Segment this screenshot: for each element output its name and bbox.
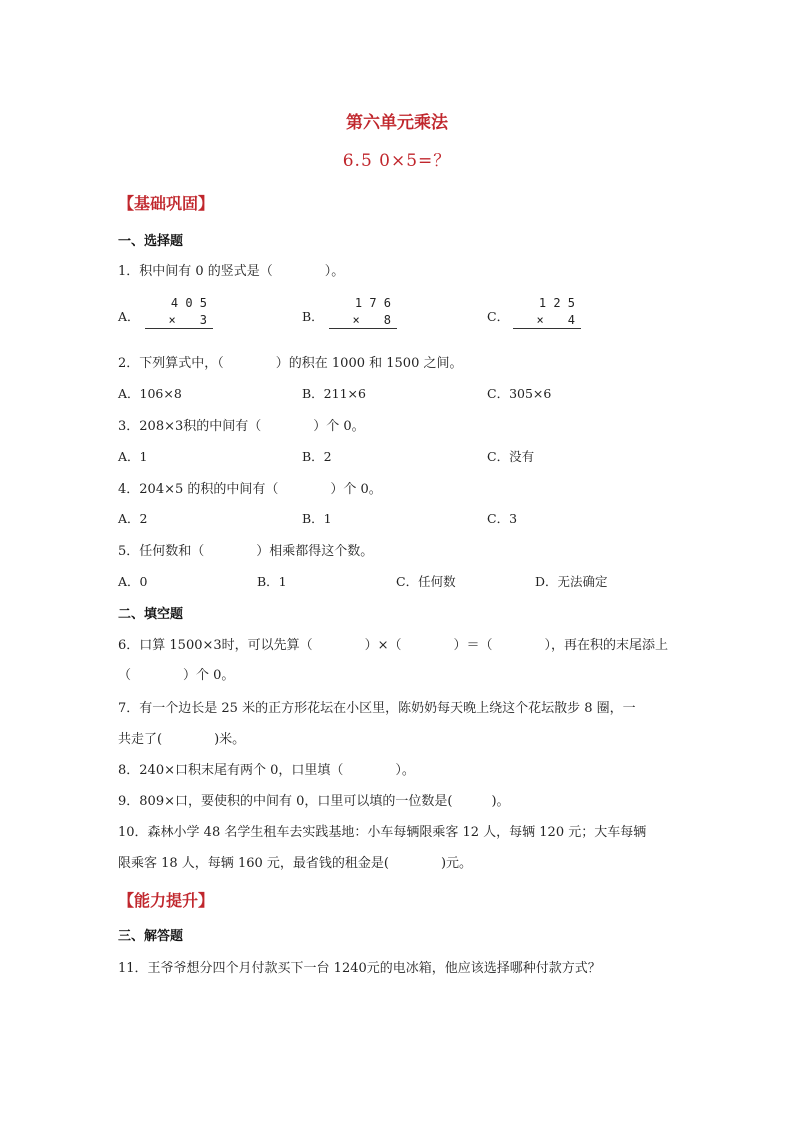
q1-option-b-vertical [329, 296, 397, 330]
part-3-heading: 三、解答题 [118, 929, 184, 944]
section-basic-banner: 【基础巩固】 [118, 194, 215, 213]
q1-b-bottom: × 8 [352, 313, 391, 327]
q1-a-bottom: × 3 [168, 313, 207, 327]
q1-a-top: 4 0 5 [170, 296, 207, 310]
q3-option-c: C．没有 [487, 449, 535, 464]
q1-c-rule [513, 328, 581, 329]
q1-option-b-label: B． [302, 309, 324, 324]
part-1-heading: 一、选择题 [118, 234, 184, 249]
q4-option-a: A．2 [118, 511, 148, 526]
q3-option-a: A．1 [118, 449, 148, 464]
question-10-line-2: 限乘客 18 人，每辆 160 元，最省钱的租金是( )元。 [118, 856, 473, 871]
section-advanced-banner: 【能力提升】 [118, 891, 215, 910]
question-7-line-1: 7．有一个边长是 25 米的正方形花坛在小区里，陈奶奶每天晚上绕这个花坛散步 8 圈，一 [118, 701, 636, 716]
question-7-line-2: 共走了( )米。 [118, 732, 246, 747]
q4-option-b: B．1 [302, 511, 332, 526]
q5-option-c: C．任何数 [396, 574, 456, 589]
q4-option-c: C．3 [487, 511, 518, 526]
q5-option-b: B．1 [257, 574, 287, 589]
lesson-subtitle: 6.5 0×5=？ [342, 151, 452, 171]
page-title: 第六单元乘法 [346, 113, 448, 133]
q5-option-d: D．无法确定 [535, 574, 608, 589]
q5-option-a: A．0 [118, 574, 148, 589]
q2-option-b: B．211×6 [302, 386, 366, 401]
q1-option-c-label: C． [487, 309, 510, 324]
q1-option-a-vertical [145, 296, 213, 330]
question-8: 8．240×口积末尾有两个 0，口里填（ ）。 [118, 763, 415, 778]
q2-option-c: C．305×6 [487, 386, 552, 401]
question-6-line-1: 6．口算 1500×3时，可以先算（ ）×（ ）＝（ ），再在积的末尾添上 [118, 638, 669, 653]
question-2: 2．下列算式中，（ ）的积在 1000 和 1500 之间。 [118, 356, 463, 371]
question-3: 3．208×3积的中间有（ ）个 0。 [118, 419, 365, 434]
question-10-line-1: 10．森林小学 48 名学生租车去实践基地：小车每辆限乘客 12 人，每辆 120 元；大车每辆 [118, 825, 647, 840]
q1-b-rule [329, 328, 397, 329]
question-9: 9．809×口，要使积的中间有 0，口里可以填的一位数是( )。 [118, 794, 510, 809]
q1-c-top: 1 2 5 [538, 296, 575, 310]
q3-option-b: B．2 [302, 449, 332, 464]
q1-c-bottom: × 4 [536, 313, 575, 327]
question-5: 5．任何数和（ ）相乘都得这个数。 [118, 544, 374, 559]
q1-option-c-vertical [513, 296, 581, 330]
q1-option-a-label: A． [118, 309, 140, 324]
q1-b-top: 1 7 6 [354, 296, 391, 310]
question-1: 1．积中间有 0 的竖式是（ ）。 [118, 264, 345, 279]
part-2-heading: 二、填空题 [118, 607, 184, 622]
question-6-line-2: （ ）个 0。 [118, 668, 235, 683]
q1-a-rule [145, 328, 213, 329]
question-4: 4．204×5 的积的中间有（ ）个 0。 [118, 482, 382, 497]
question-11: 11．王爷爷想分四个月付款买下一台 1240元的电冰箱，他应该选择哪种付款方式？ [118, 961, 601, 976]
q2-option-a: A．106×8 [118, 386, 182, 401]
